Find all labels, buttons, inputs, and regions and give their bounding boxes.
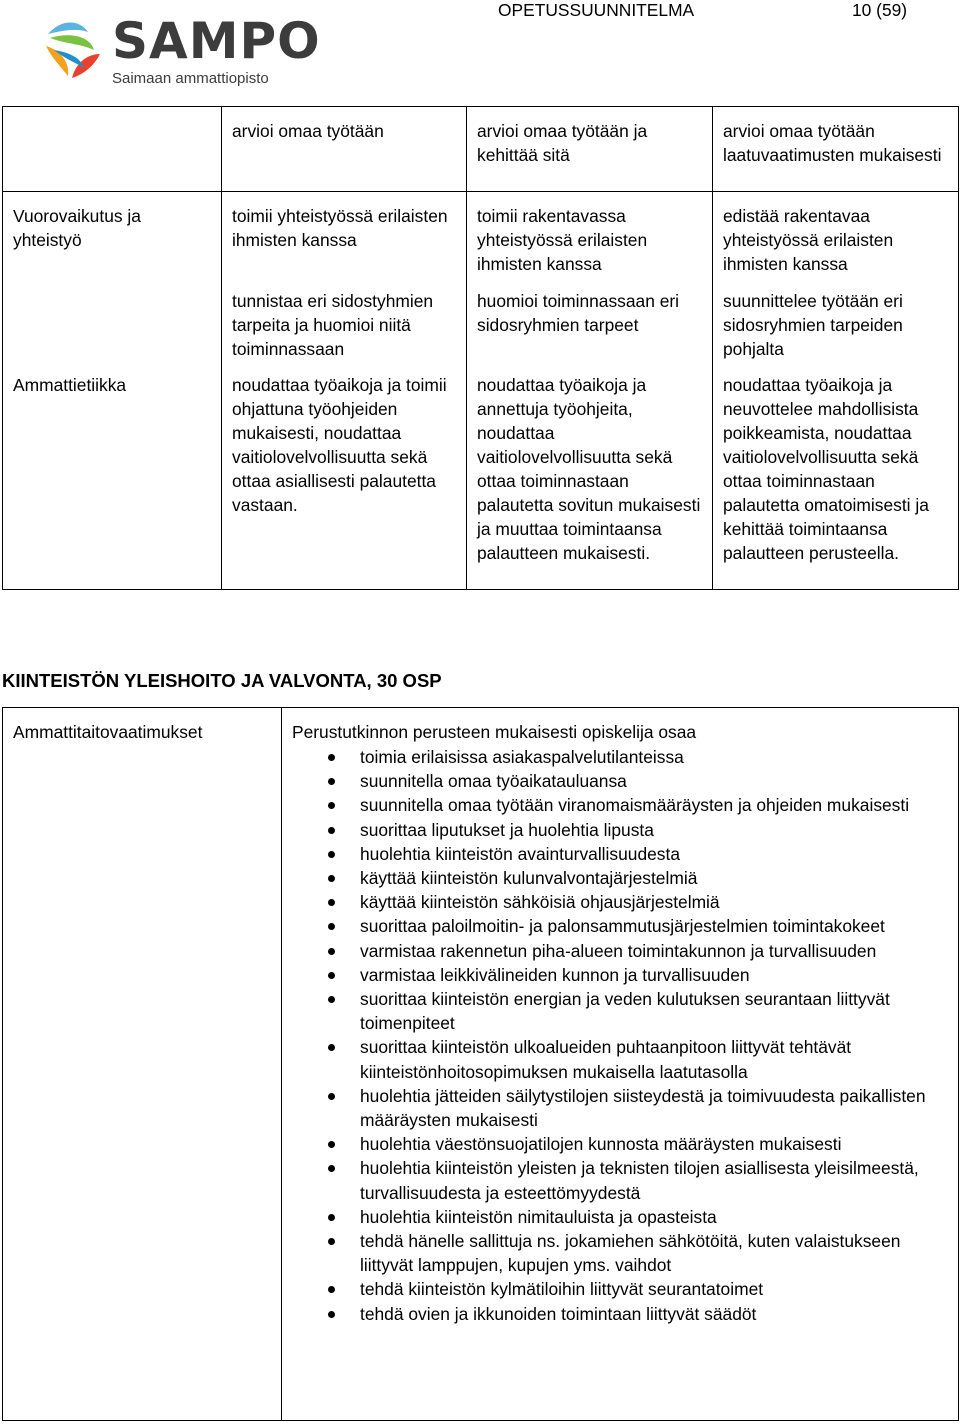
sampo-logo-mark-icon xyxy=(40,16,104,88)
list-item xyxy=(292,745,948,769)
list-item xyxy=(292,866,948,890)
sampo-logo xyxy=(40,12,321,92)
bullet-icon xyxy=(328,996,335,1003)
list-item xyxy=(292,890,948,914)
header-cell: arvioi omaa työtään laatuvaatimusten mukaisesti xyxy=(713,107,959,192)
bullet-icon xyxy=(328,972,335,979)
list-item xyxy=(292,1277,948,1301)
table-cell: tunnistaa eri sidostyhmien tarpeita ja huomioi niitä toiminnassaan xyxy=(222,277,467,361)
bullet-icon xyxy=(328,1214,335,1221)
list-item-text: huolehtia kiinteistön yleisten ja teknisten tilojen asiallisesta yleisilmeestä, turvallisuudesta ja esteettömyydestä xyxy=(360,1158,919,1203)
list-item-text: suorittaa paloilmoitin- ja palonsammutusjärjestelmien toimintakokeet xyxy=(360,916,885,937)
list-item xyxy=(292,963,948,987)
list-item xyxy=(292,1205,948,1229)
list-item-text: suorittaa liputukset ja huolehtia lipusta xyxy=(360,819,654,840)
table-row xyxy=(3,708,959,1421)
row-label xyxy=(3,277,222,361)
header-cell-empty xyxy=(3,107,222,192)
bullet-icon xyxy=(328,1286,335,1293)
bullet-icon xyxy=(328,778,335,785)
requirements-intro: Perustutkinnon perusteen mukaisesti opiskelija osaa xyxy=(292,722,697,742)
list-item-text: toimia erilaisissa asiakaspalvelutilanteissa xyxy=(360,747,684,767)
assessment-criteria-table xyxy=(2,106,959,590)
table-row xyxy=(3,361,959,590)
document-title: OPETUSSUUNNITELMA xyxy=(498,0,695,20)
bullet-icon xyxy=(328,923,335,930)
table-cell: toimii rakentavassa yhteistyössä erilaisten ihmisten kanssa xyxy=(467,192,713,278)
page-number: 10 (59) xyxy=(852,0,908,20)
table-row xyxy=(3,277,959,361)
table-header-row xyxy=(3,107,959,192)
list-item xyxy=(292,1084,948,1132)
list-item xyxy=(292,818,948,842)
list-item xyxy=(292,914,948,938)
list-item-text: tehdä ovien ja ikkunoiden toimintaan liittyvät säädöt xyxy=(360,1303,757,1324)
list-item-text: huolehtia väestönsuojatilojen kunnosta määräysten mukaisesti xyxy=(360,1134,842,1155)
list-item xyxy=(292,793,948,817)
row-label: Vuorovaikutus ja yhteistyö xyxy=(3,192,222,278)
bullet-icon xyxy=(328,1141,335,1148)
list-item-text: tehdä kiinteistön kylmätiloihin liittyvät seurantatoimet xyxy=(360,1279,764,1300)
table-cell: noudattaa työaikoja ja toimii ohjattuna työohjeiden mukaisesti, noudattaa vaitiolovelvollisuutta sekä ottaa asiallisesti palautetta vastaan. xyxy=(222,361,467,590)
list-item xyxy=(292,987,948,1035)
list-item xyxy=(292,842,948,866)
table-cell: noudattaa työaikoja ja annettuja työohjeita, noudattaa vaitiolovelvollisuutta sekä ottaa toiminnastaan palautetta sovitun mukaisesti ja muuttaa toimintaansa palautteen mukaisesti. xyxy=(467,361,713,590)
list-item-text: varmistaa leikkivälineiden kunnon ja turvallisuuden xyxy=(360,964,750,985)
bullet-icon xyxy=(328,827,335,834)
list-item xyxy=(292,1132,948,1156)
bullet-icon xyxy=(328,754,335,761)
requirements-list xyxy=(292,745,948,1326)
list-item-text: suunnitella omaa työaikatauluansa xyxy=(360,771,627,792)
bullet-icon xyxy=(328,1238,335,1245)
bullet-icon xyxy=(328,948,335,955)
list-item-text: käyttää kiinteistön sähköisiä ohjausjärjestelmiä xyxy=(360,892,720,913)
table-cell: toimii yhteistyössä erilaisten ihmisten kanssa xyxy=(222,192,467,278)
list-item xyxy=(292,1035,948,1083)
list-item-text: huolehtia kiinteistön avainturvallisuudesta xyxy=(360,843,680,864)
list-item xyxy=(292,1229,948,1277)
bullet-icon xyxy=(328,802,335,809)
list-item xyxy=(292,1156,948,1204)
list-item xyxy=(292,769,948,793)
list-item-text: varmistaa rakennetun piha-alueen toimintakunnon ja turvallisuuden xyxy=(360,940,877,961)
bullet-icon xyxy=(328,1311,335,1318)
bullet-icon xyxy=(328,851,335,858)
bullet-icon xyxy=(328,1165,335,1172)
header-cell: arvioi omaa työtään xyxy=(222,107,467,192)
table-cell: edistää rakentavaa yhteistyössä erilaisten ihmisten kanssa xyxy=(713,192,959,278)
table-cell: noudattaa työaikoja ja neuvottelee mahdollisista poikkeamista, noudattaa vaitiolovelvollisuutta sekä ottaa toiminnastaan palautetta omatoimisesti ja kehittää toimintaansa palautteen perusteella. xyxy=(713,361,959,590)
requirements-content xyxy=(282,708,959,1421)
list-item-text: käyttää kiinteistön kulunvalvontajärjestelmiä xyxy=(360,868,698,889)
list-item xyxy=(292,1302,948,1326)
row-label: Ammattietiikka xyxy=(3,361,222,590)
bullet-icon xyxy=(328,1044,335,1051)
logo-subtitle: Saimaan ammattiopisto xyxy=(112,70,269,87)
list-item-text: huolehtia kiinteistön nimitauluista ja opasteista xyxy=(360,1206,717,1227)
bullet-icon xyxy=(328,1093,335,1100)
list-item-text: huolehtia jätteiden säilytystilojen siisteydestä ja toimivuudesta paikallisten määräysten mukaisesti xyxy=(360,1085,926,1131)
list-item xyxy=(292,939,948,963)
list-item-text: suunnitella omaa työtään viranomaismääräysten ja ohjeiden mukaisesti xyxy=(360,795,910,816)
list-item-text: tehdä hänelle sallittuja ns. jokamiehen sähkötöitä, kuten valaistukseen liittyvät lamppujen, kupujen yms. vaihdot xyxy=(360,1231,901,1276)
table-row xyxy=(3,192,959,278)
table-cell: suunnittelee työtään eri sidosryhmien tarpeiden pohjalta xyxy=(713,277,959,361)
requirements-label: Ammattitaitovaatimukset xyxy=(3,708,282,1421)
bullet-icon xyxy=(328,899,335,906)
requirements-table xyxy=(2,707,959,1421)
bullet-icon xyxy=(328,875,335,882)
list-item-text: suorittaa kiinteistön ulkoalueiden puhtaanpitoon liittyvät tehtävät kiinteistönhoitosopimuksen mukaisella laatutasolla xyxy=(360,1037,852,1082)
section-heading: KIINTEISTÖN YLEISHOITO JA VALVONTA, 30 OSP xyxy=(2,670,442,691)
table-cell: huomioi toiminnassaan eri sidosryhmien tarpeet xyxy=(467,277,713,361)
header-cell: arvioi omaa työtään ja kehittää sitä xyxy=(467,107,713,192)
logo-wordmark: SAMPO xyxy=(112,12,321,70)
list-item-text: suorittaa kiinteistön energian ja veden kulutuksen seurantaan liittyvät toimenpiteet xyxy=(360,989,890,1034)
